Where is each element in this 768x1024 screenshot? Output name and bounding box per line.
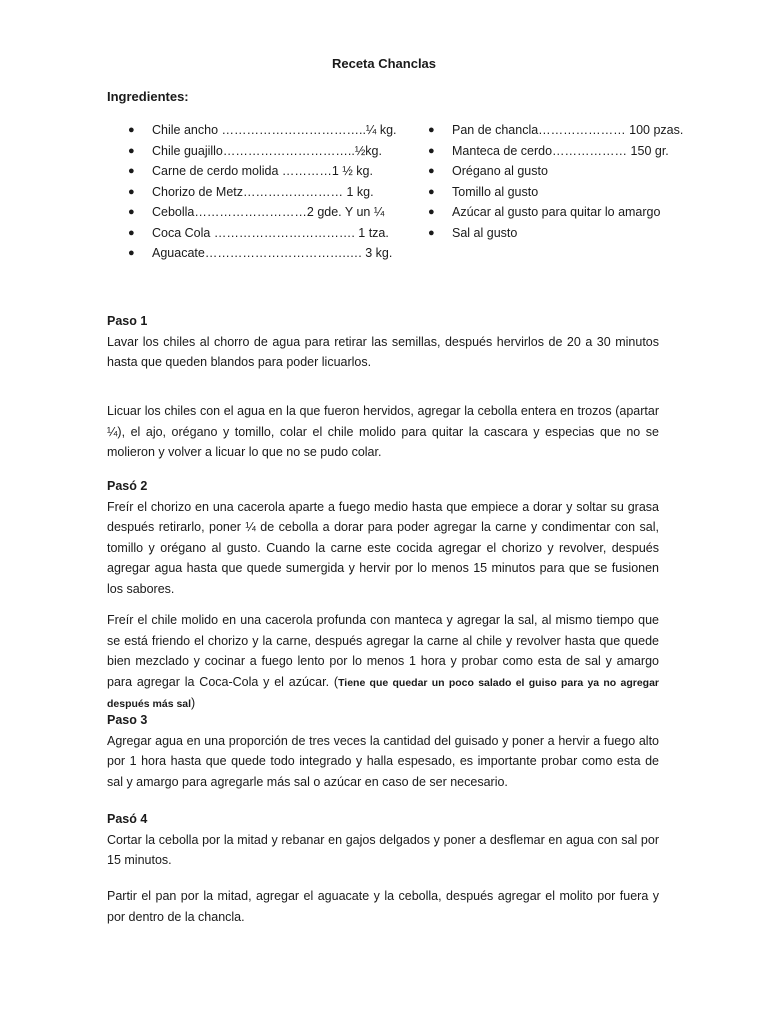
ingredient-left-item: [128, 182, 397, 203]
bullet-icon: ●: [128, 165, 135, 177]
ingredient-left-item-text: Coca Cola ……………………………. 1 tza.: [152, 225, 389, 240]
bullet-icon: ●: [128, 185, 135, 198]
step-1-paragraph-1: Lavar los chiles al chorro de agua para retirar las semillas, después hervirlos de 20 a 30 minutos hasta que queden blandos para poder licuarlos.: [107, 334, 659, 369]
step-2-title: Pasó 2: [107, 479, 148, 493]
bullet-icon: ●: [128, 247, 135, 259]
ingredient-right-item: [428, 202, 683, 223]
step-2-paragraph-1: Freír el chorizo en una cacerola aparte a fuego medio hasta que empiece a dorar y soltar su grasa después retirarlo, poner ¼ de cebolla a dorar para poder agregar la carne y condimentar con sal, tomillo y orégano al gusto. Cuando la carne este cocida agregar el chorizo y revolver, después agregar agua hasta que quede sumergida y hervir por lo menos 15 minutos para que se fusionen los sabores.: [107, 499, 659, 596]
step-2-paragraph-2: [107, 610, 659, 715]
ingredient-right-item: [428, 223, 683, 244]
step-1-title: Paso 1: [107, 314, 148, 328]
ingredient-right-item-text: Orégano al gusto: [452, 164, 548, 178]
step-2-note: Tiene que quedar un poco salado el guiso para ya no agregar después más sal: [107, 676, 659, 710]
ingredients-list-right: [428, 120, 683, 243]
bullet-icon: ●: [428, 144, 435, 157]
ingredient-left-item: [128, 223, 397, 244]
bullet-icon: ●: [128, 124, 135, 136]
bullet-icon: ●: [128, 226, 135, 239]
ingredient-right-item-text: Manteca de cerdo……………… 150 gr.: [452, 143, 669, 158]
step-3-paragraph-1: Agregar agua en una proporción de tres veces la cantidad del guisado y poner a hervir a fuego alto por 1 hora hasta que quede todo integrado y halla espesado, es importante probar como esta de sal y amargo para agregarle más sal o azúcar en caso de ser necesario.: [107, 733, 659, 789]
bullet-icon: ●: [428, 185, 435, 198]
step-4-paragraph-2-block: [107, 886, 659, 927]
step-2-section: [107, 476, 659, 599]
ingredient-right-item: [428, 161, 683, 182]
ingredient-left-item-text: Cebolla………………………2 gde. Y un ¼: [152, 205, 385, 219]
ingredient-left-item-text: Aguacate…………………………….…. 3 kg.: [152, 246, 393, 260]
ingredient-right-item: [428, 120, 683, 141]
ingredient-left-item: [128, 161, 397, 182]
ingredient-left-item: [128, 120, 397, 141]
ingredient-left-item-text: Carne de cerdo molida …………1 ½ kg.: [152, 164, 373, 178]
bullet-icon: ●: [428, 206, 435, 218]
step-1-paragraph-2-block: [107, 401, 659, 463]
step-4-title: Pasó 4: [107, 812, 148, 826]
ingredient-left-item: [128, 243, 397, 264]
ingredients-list-left: [128, 120, 397, 264]
ingredient-left-item-text: Chile ancho ……………………………..¼ kg.: [152, 123, 397, 137]
step-2-paragraph-2-block: [107, 610, 659, 715]
step-1-paragraph-2: Licuar los chiles con el agua en la que fueron hervidos, agregar la cebolla entera en trozos (apartar ¼), el ajo, orégano y tomillo, colar el chile molido para quitar la cascara y especias que no se molieron y volver a licuar lo que no se pudo colar.: [107, 404, 659, 459]
step-2-paragraph-2-text: Freír el chile molido en una cacerola profunda con manteca y agregar la sal, al mismo tiempo que se está friendo el chorizo y la carne, después agregar la carne al chile y revolver hasta que quede bien mezclado y cocinar a fuego lento por lo menos 1 hora y probar como esta de sal y amargo para agregar la Coca-Cola y el azúcar. (: [107, 613, 659, 689]
step-2-note-close: ): [191, 696, 196, 710]
step-4-paragraph-2: Partir el pan por la mitad, agregar el aguacate y la cebolla, después agregar el molito por fuera y por dentro de la chancla.: [107, 889, 659, 924]
ingredient-left-item: [128, 202, 397, 223]
bullet-icon: ●: [428, 124, 435, 136]
bullet-icon: ●: [128, 206, 135, 218]
ingredients-heading: Ingredientes:: [107, 89, 189, 104]
step-3-title: Paso 3: [107, 713, 148, 727]
ingredient-left-item-text: Chile guajillo…………………………..½kg.: [152, 143, 382, 158]
bullet-icon: ●: [128, 144, 135, 157]
step-4-paragraph-1: Cortar la cebolla por la mitad y rebanar en gajos delgados y poner a desflemar en agua con sal por 15 minutos.: [107, 832, 659, 867]
step-3-section: [107, 710, 659, 792]
ingredient-right-item-text: Pan de chancla………………… 100 pzas.: [452, 123, 684, 137]
ingredient-right-item: [428, 141, 683, 162]
bullet-icon: ●: [428, 226, 435, 239]
bullet-icon: ●: [428, 165, 435, 177]
ingredient-right-item-text: Azúcar al gusto para quitar lo amargo: [452, 205, 661, 219]
ingredient-left-item: [128, 141, 397, 162]
ingredient-left-item-text: Chorizo de Metz…………………… 1 kg.: [152, 184, 374, 199]
step-4-section: [107, 809, 659, 871]
recipe-title: Receta Chanclas: [331, 56, 437, 71]
ingredient-right-item-text: Sal al gusto: [452, 225, 518, 240]
ingredient-right-item-text: Tomillo al gusto: [452, 184, 539, 199]
step-1-section: [107, 311, 659, 373]
ingredient-right-item: [428, 182, 683, 203]
